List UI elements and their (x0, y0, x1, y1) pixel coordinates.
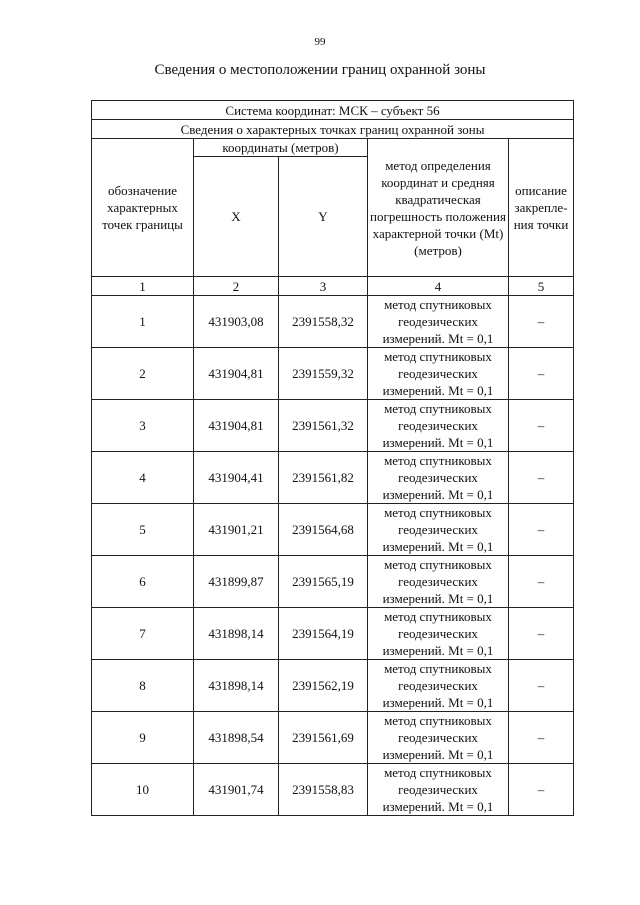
method-cell: метод спутниковых геодезических измерений. Mt = 0,1 (368, 660, 509, 712)
x-coordinate-cell: 431898,14 (194, 660, 279, 712)
x-coordinate-cell: 431904,81 (194, 348, 279, 400)
method-cell: метод спутниковых геодезических измерений. Mt = 0,1 (368, 400, 509, 452)
y-coordinate-cell: 2391558,83 (279, 764, 368, 816)
column-header-row (92, 139, 574, 157)
coordinate-system-row (92, 101, 574, 120)
column-number: 3 (279, 277, 368, 296)
method-cell: метод спутниковых геодезических измерений. Mt = 0,1 (368, 296, 509, 348)
coords-column-header: координаты (метров) (194, 139, 368, 157)
x-column-header: X (194, 157, 279, 277)
coordinates-table (91, 100, 574, 816)
column-number: 1 (92, 277, 194, 296)
info-header-row (92, 120, 574, 139)
table-row (92, 660, 574, 712)
table-row (92, 608, 574, 660)
y-coordinate-cell: 2391561,32 (279, 400, 368, 452)
point-cell: 6 (92, 556, 194, 608)
point-cell: 7 (92, 608, 194, 660)
y-coordinate-cell: 2391561,82 (279, 452, 368, 504)
y-coordinate-cell: 2391558,32 (279, 296, 368, 348)
x-coordinate-cell: 431903,08 (194, 296, 279, 348)
point-column-header: обозначение характерных точек границы (92, 139, 194, 277)
point-cell: 9 (92, 712, 194, 764)
table-row (92, 400, 574, 452)
point-cell: 4 (92, 452, 194, 504)
method-cell: метод спутниковых геодезических измерений. Mt = 0,1 (368, 608, 509, 660)
x-coordinate-cell: 431904,81 (194, 400, 279, 452)
y-column-header: Y (279, 157, 368, 277)
fixing-cell: – (509, 504, 574, 556)
point-cell: 8 (92, 660, 194, 712)
method-cell: метод спутниковых геодезических измерений. Mt = 0,1 (368, 348, 509, 400)
table-row (92, 452, 574, 504)
y-coordinate-cell: 2391564,19 (279, 608, 368, 660)
y-coordinate-cell: 2391559,32 (279, 348, 368, 400)
method-column-header: метод определения координат и средняя квадратическая погрешность положения характерной точки (Mt) (метров) (368, 139, 509, 277)
x-coordinate-cell: 431901,74 (194, 764, 279, 816)
point-cell: 10 (92, 764, 194, 816)
fixing-cell: – (509, 764, 574, 816)
column-number: 5 (509, 277, 574, 296)
point-cell: 3 (92, 400, 194, 452)
fixing-column-header: описание закрепле-ния точки (509, 139, 574, 277)
method-cell: метод спутниковых геодезических измерений. Mt = 0,1 (368, 556, 509, 608)
points-info-header: Сведения о характерных точках границ охранной зоны (92, 120, 574, 139)
fixing-cell: – (509, 400, 574, 452)
fixing-cell: – (509, 660, 574, 712)
coordinate-system-header: Система координат: МСК – субъект 56 (92, 101, 574, 120)
table-row (92, 556, 574, 608)
fixing-cell: – (509, 452, 574, 504)
fixing-cell: – (509, 608, 574, 660)
y-coordinate-cell: 2391565,19 (279, 556, 368, 608)
x-coordinate-cell: 431899,87 (194, 556, 279, 608)
table-row (92, 504, 574, 556)
table-row (92, 296, 574, 348)
x-coordinate-cell: 431898,54 (194, 712, 279, 764)
table-row (92, 764, 574, 816)
column-number-row (92, 277, 574, 296)
fixing-cell: – (509, 348, 574, 400)
page-number: 99 (314, 36, 326, 48)
method-cell: метод спутниковых геодезических измерений. Mt = 0,1 (368, 764, 509, 816)
method-cell: метод спутниковых геодезических измерений. Mt = 0,1 (368, 712, 509, 764)
method-cell: метод спутниковых геодезических измерений. Mt = 0,1 (368, 452, 509, 504)
point-cell: 1 (92, 296, 194, 348)
column-number: 4 (368, 277, 509, 296)
column-number: 2 (194, 277, 279, 296)
document-title: Сведения о местоположении границ охранной зоны (154, 62, 486, 78)
method-cell: метод спутниковых геодезических измерений. Mt = 0,1 (368, 504, 509, 556)
point-cell: 2 (92, 348, 194, 400)
x-coordinate-cell: 431904,41 (194, 452, 279, 504)
y-coordinate-cell: 2391562,19 (279, 660, 368, 712)
table-row (92, 712, 574, 764)
y-coordinate-cell: 2391561,69 (279, 712, 368, 764)
fixing-cell: – (509, 296, 574, 348)
point-cell: 5 (92, 504, 194, 556)
x-coordinate-cell: 431898,14 (194, 608, 279, 660)
table-row (92, 348, 574, 400)
x-coordinate-cell: 431901,21 (194, 504, 279, 556)
y-coordinate-cell: 2391564,68 (279, 504, 368, 556)
fixing-cell: – (509, 556, 574, 608)
fixing-cell: – (509, 712, 574, 764)
